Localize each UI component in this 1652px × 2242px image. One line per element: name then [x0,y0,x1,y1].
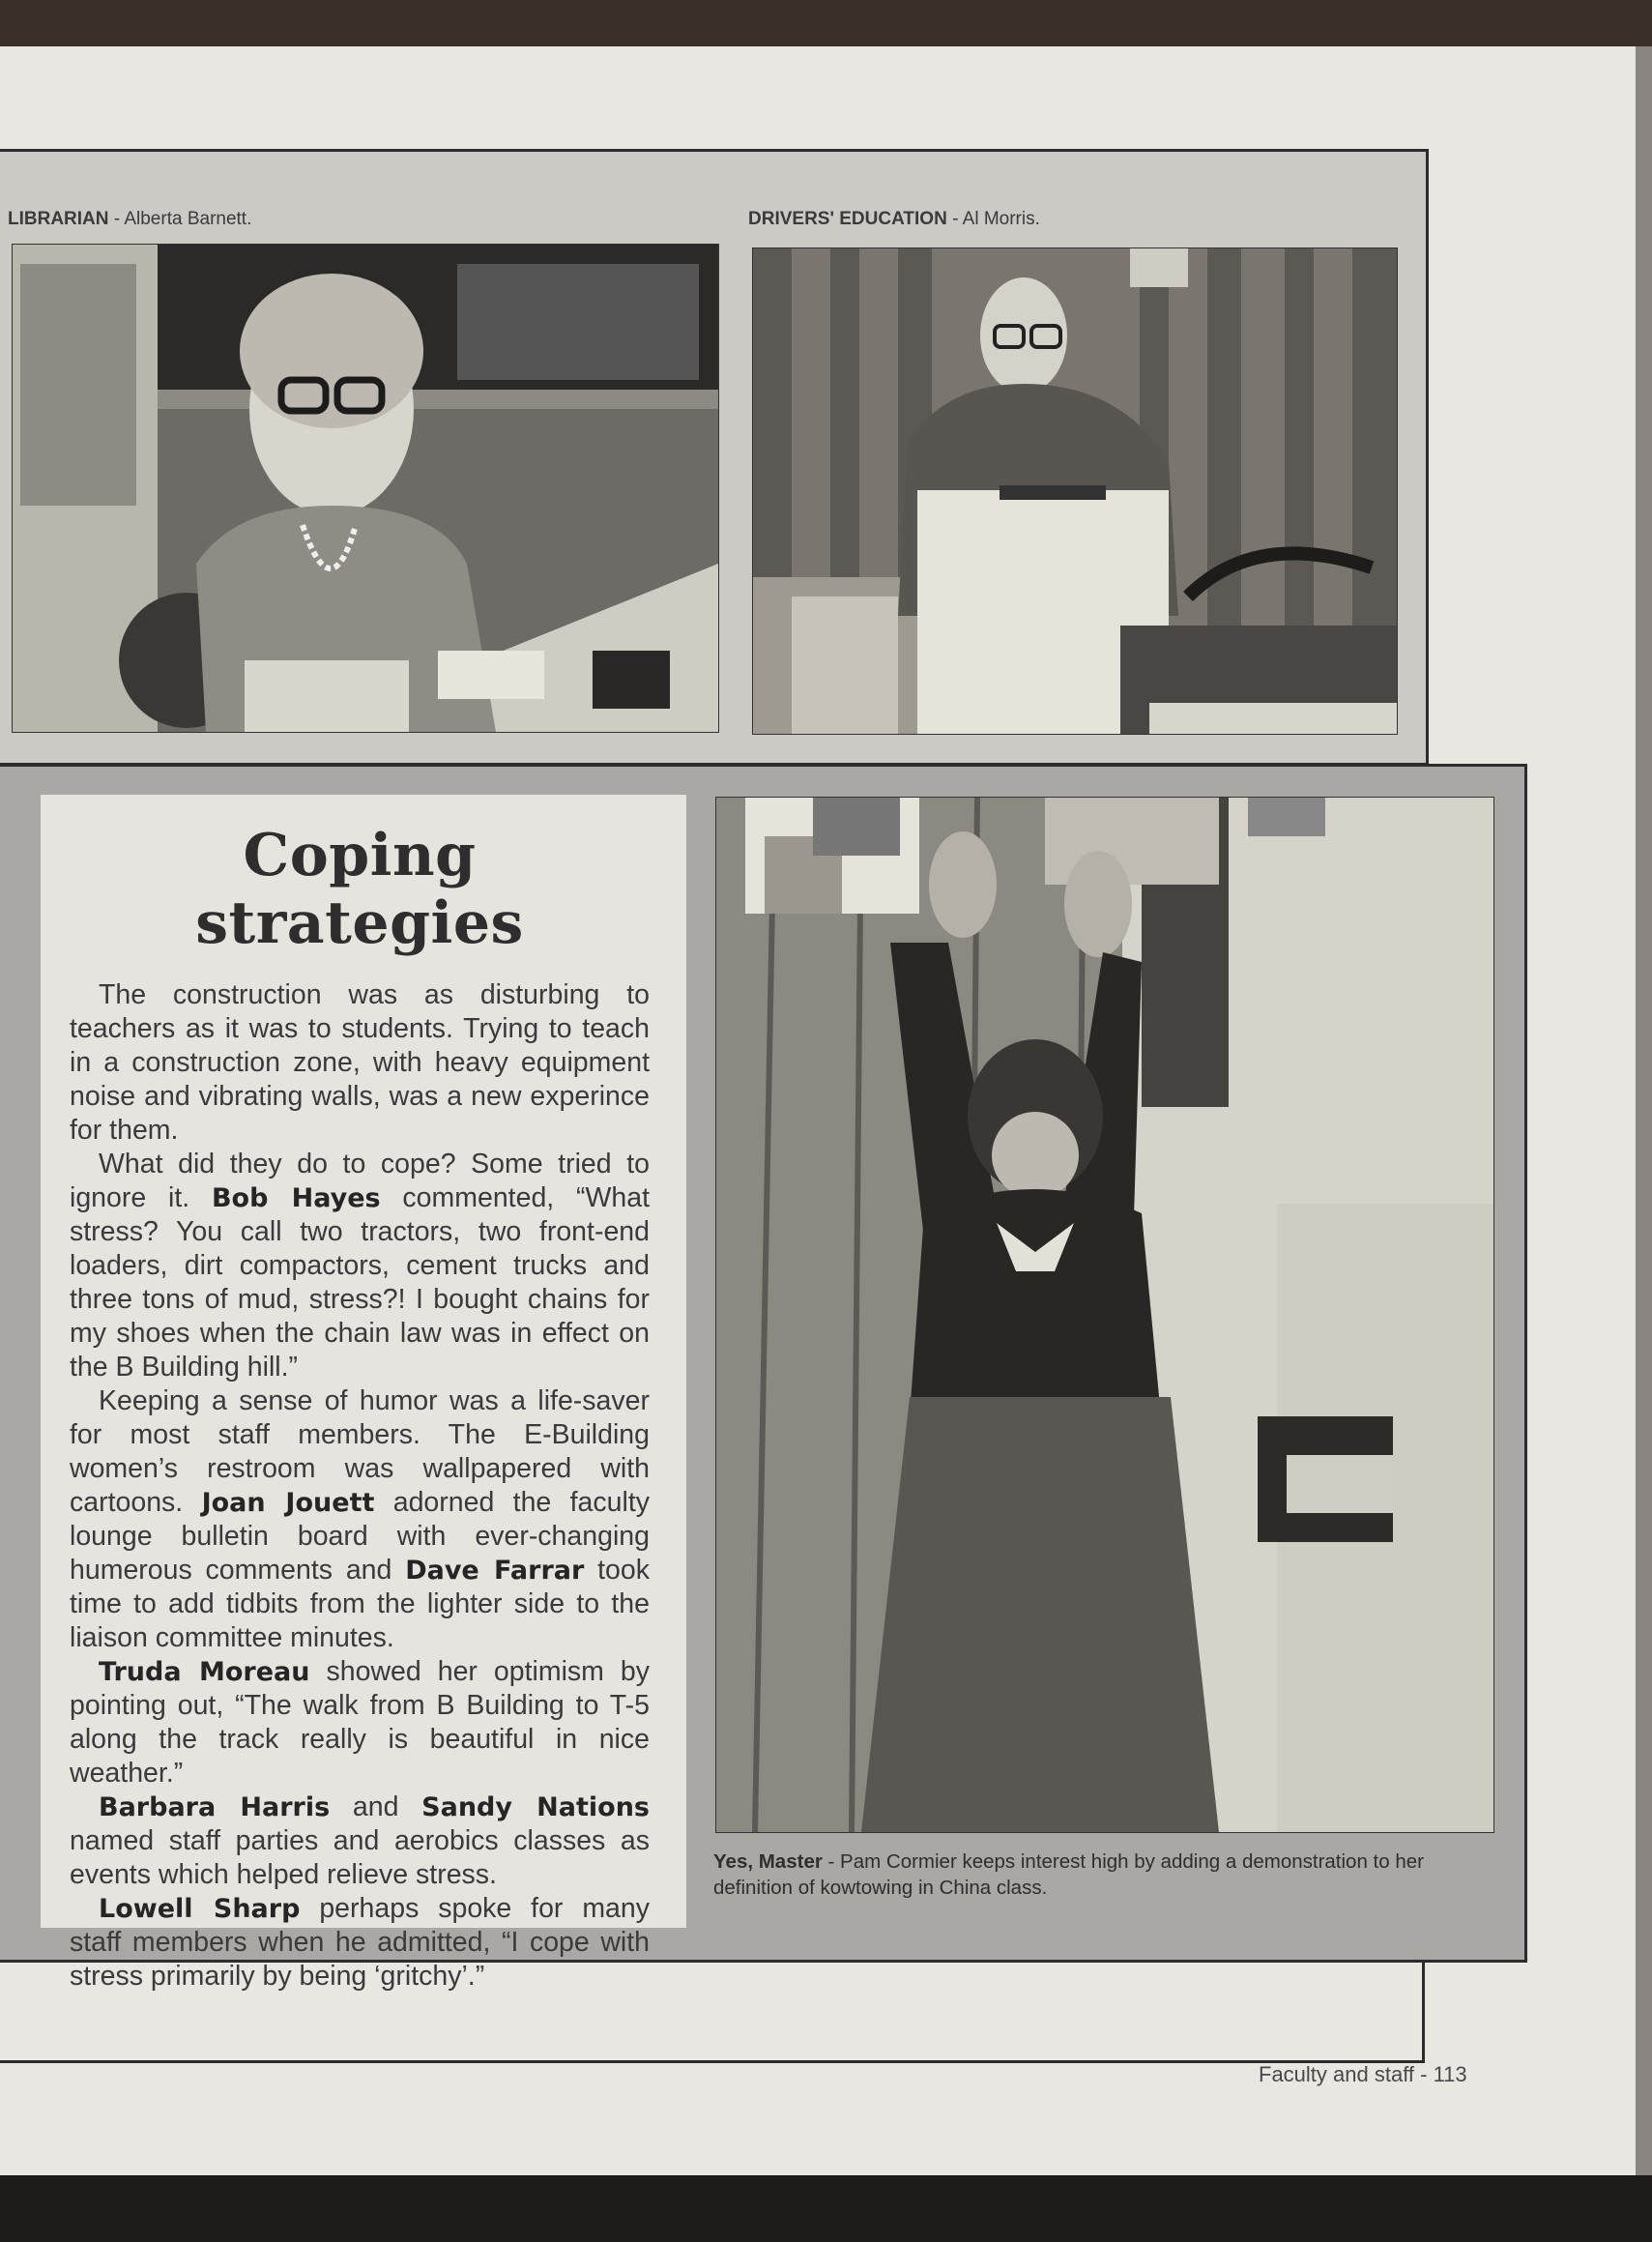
person-name: Dave Farrar [405,1556,585,1586]
page-folio: Faculty and staff - 113 [1259,2062,1467,2086]
bottom-band [0,2175,1652,2242]
main-photo-caption: Yes, Master - Pam Cormier keeps interest high by adding a demonstration to her definition of kowtowing in China class. [713,1850,1424,1899]
person-name: Sandy Nations [421,1792,650,1822]
paragraph-6: Lowell Sharp perhaps spoke for many staff members when he admitted, “I cope with stress primarily by being ‘gritchy’.” [70,1893,651,1992]
person-name: Truda Moreau [99,1657,310,1687]
paragraph-1: The construction was as disturbing to teachers as it was to students. Trying to teach in a construction zone, with heavy equipment noise and vibrating walls, was a new experince for them. [70,979,650,1146]
librarian-photo [12,244,719,733]
main-classroom-photo [715,797,1494,1833]
person-name: Joan Jouett [201,1488,375,1518]
article-box [41,795,686,1992]
person-name: Barbara Harris [99,1792,331,1822]
librarian-name: Alberta Barnett. [124,209,252,229]
paragraph-4: Truda Moreau showed her optimism by pointing out, “The walk from B Building to T-5 along the track really is beautiful in nice weather.” [70,1656,650,1789]
person-name: Bob Hayes [211,1183,381,1213]
person-name: Lowell Sharp [99,1894,301,1924]
drivers-ed-name: Al Morris. [962,209,1040,229]
drivers-ed-photo [752,247,1398,735]
article-body [70,978,650,1994]
drivers-ed-caption: DRIVERS' EDUCATION - Al Morris. [748,209,1040,229]
top-band [0,0,1652,48]
drivers-ed-label: DRIVERS' EDUCATION [748,209,947,229]
page-edge [1636,46,1652,2183]
librarian-label: LIBRARIAN [8,209,109,229]
caption-label: Yes, Master [713,1850,823,1873]
paragraph-3: Keeping a sense of humor was a life-saver for most staff members. The E-Building women’s restroom was wallpapered with cartoons. Joan Jouett adorned the faculty lounge bulletin board with ever-changing humerous comments and Dave Farrar took time to add tidbits from the lighter side to the liaison committee minutes. [70,1385,650,1653]
caption-text: Pam Cormier keeps interest high by adding a demonstration to her definition of kowtowing in China class. [713,1850,1424,1899]
article-title: Coping strategies [195,822,524,957]
paragraph-2: What did they do to cope? Some tried to ignore it. Bob Hayes commented, “What stress? You call two tractors, two front-end loaders, dirt compactors, cement trucks and three tons of mud, stress?! I bought chains for my shoes when the chain law was in effect on the B Building hill.” [70,1149,650,1383]
paragraph-5: Barbara Harris and Sandy Nations named staff parties and aerobics classes as events which helped relieve stress. [70,1791,650,1890]
librarian-caption: LIBRARIAN - Alberta Barnett. [8,209,252,229]
